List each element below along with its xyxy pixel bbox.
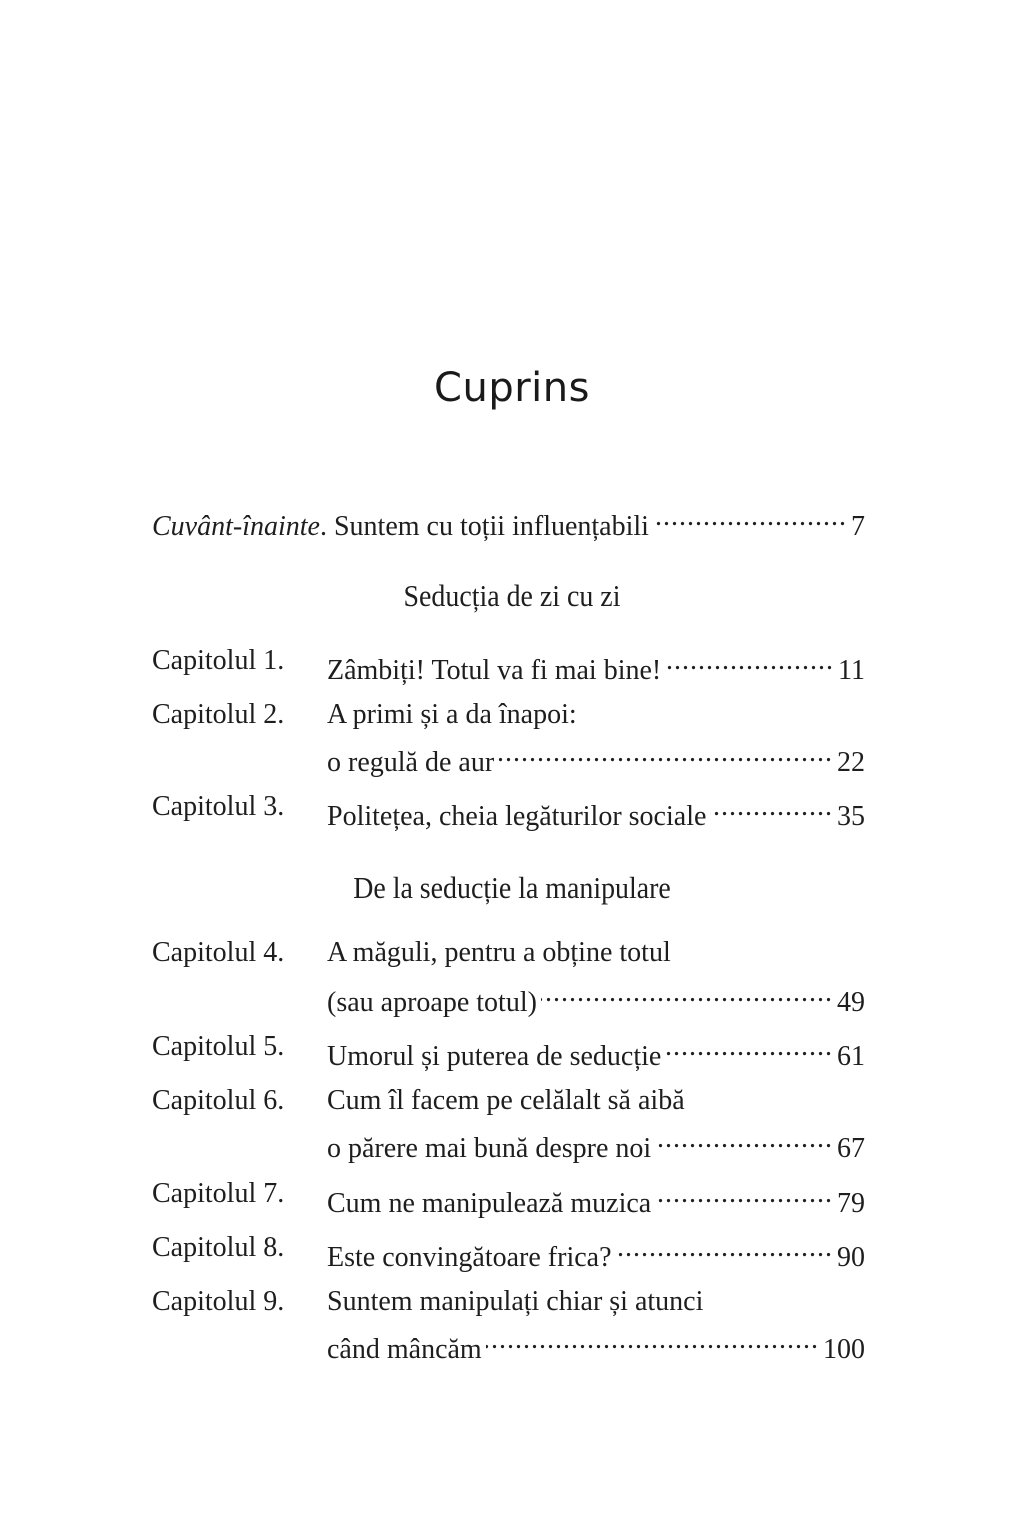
- page-number: 100: [823, 1334, 865, 1365]
- page-number: 49: [837, 987, 865, 1018]
- leader-dots: [665, 642, 834, 679]
- chapter-title: Zâmbiți! Totul va fi mai bine!: [327, 655, 662, 686]
- toc-entry: [152, 1028, 865, 1072]
- chapter-title: Cum ne manipulează muzica: [327, 1188, 652, 1219]
- chapter-label: Capitolul 5.: [152, 1031, 285, 1062]
- chapter-label: Capitolul 8.: [152, 1232, 285, 1263]
- toc-entry: [152, 788, 865, 832]
- leader-dots: [665, 1028, 833, 1065]
- leader-dots: [655, 1175, 833, 1212]
- page-number: 11: [838, 655, 865, 686]
- toc-entry-continuation: [152, 1120, 865, 1164]
- chapter-title: Cum îl facem pe celălalt să aibă: [327, 1085, 685, 1116]
- leader-dots: [653, 498, 847, 535]
- toc-entry: [152, 1283, 865, 1320]
- toc-entry: [152, 934, 865, 971]
- toc-entry-continuation: [152, 974, 865, 1018]
- toc-entry: [152, 1082, 865, 1119]
- chapter-title: A măguli, pentru a obține totul: [327, 937, 671, 968]
- chapter-title-continued: o părere mai bună despre noi: [327, 1133, 652, 1164]
- leader-dots: [616, 1229, 833, 1266]
- page-number: 67: [837, 1133, 865, 1164]
- chapter-title: Este convingătoare frica?: [327, 1242, 612, 1273]
- toc-entry: [152, 1175, 865, 1219]
- toc-entry-continuation: [152, 734, 865, 778]
- page-title: Cuprins: [434, 365, 590, 411]
- toc-entry-continuation: [152, 1321, 865, 1365]
- foreword-title: . Suntem cu toții influențabili: [319, 511, 649, 542]
- leader-dots: [486, 1321, 819, 1358]
- toc-entry: [152, 1229, 865, 1273]
- chapter-label: Capitolul 7.: [152, 1178, 285, 1209]
- chapter-title: A primi și a da înapoi:: [327, 699, 577, 730]
- page-number: 22: [837, 747, 865, 778]
- leader-dots: [710, 788, 833, 825]
- leader-dots: [498, 734, 833, 771]
- chapter-title: Umorul și puterea de seducție: [327, 1041, 662, 1072]
- chapter-label: Capitolul 1.: [152, 645, 285, 676]
- chapter-title: Suntem manipulați chiar și atunci: [327, 1286, 704, 1317]
- chapter-label: Capitolul 6.: [152, 1085, 285, 1116]
- toc-entry: [152, 696, 865, 733]
- page-number: 35: [837, 801, 865, 832]
- toc-entry: [152, 642, 865, 686]
- page-number: 61: [837, 1041, 865, 1072]
- chapter-label: Capitolul 2.: [152, 699, 285, 730]
- chapter-title: Politețea, cheia legăturilor sociale: [327, 801, 707, 832]
- foreword-label: Cuvânt-înainte: [152, 511, 320, 542]
- page-number: 79: [837, 1188, 865, 1219]
- leader-dots: [541, 974, 833, 1011]
- chapter-title-continued: când mâncăm: [327, 1334, 482, 1365]
- page-number: 7: [851, 511, 865, 542]
- chapter-label: Capitolul 3.: [152, 791, 285, 822]
- page-number: 90: [837, 1242, 865, 1273]
- chapter-title-continued: o regulă de aur: [327, 747, 495, 778]
- section-heading: Seducția de zi cu zi: [403, 578, 621, 613]
- leader-dots: [655, 1120, 833, 1157]
- chapter-label: Capitolul 4.: [152, 937, 285, 968]
- section-heading: De la seducție la manipulare: [353, 870, 671, 905]
- chapter-label: Capitolul 9.: [152, 1286, 285, 1317]
- chapter-title-continued: (sau aproape totul): [327, 987, 537, 1018]
- toc-entry-foreword: [152, 498, 865, 542]
